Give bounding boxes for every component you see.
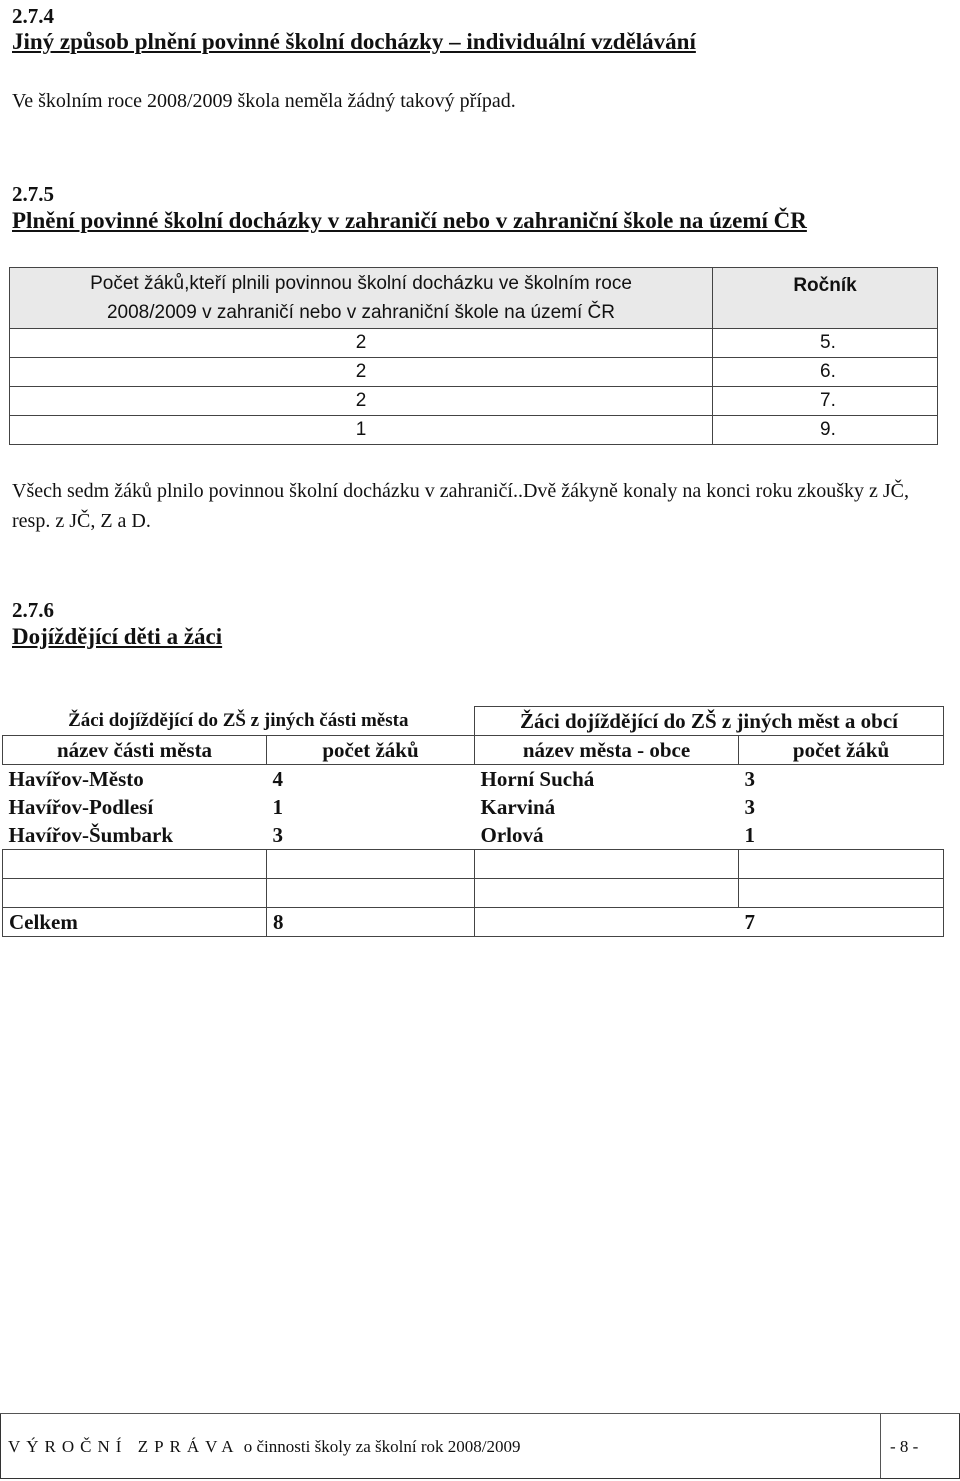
table-row xyxy=(3,821,944,850)
section-number-274: 2.7.4 xyxy=(12,4,54,28)
footer-report-title: VÝROČNÍ ZPRÁVA xyxy=(8,1437,240,1456)
part-count-cell: 3 xyxy=(272,822,283,847)
table-row xyxy=(10,358,938,387)
section-number-276: 2.7.6 xyxy=(12,598,54,622)
header-line-1: Počet žáků,kteří plnili povinnou školní docházku ve školním roce xyxy=(90,273,632,294)
table-row xyxy=(3,765,944,794)
town-count-cell: 3 xyxy=(744,794,756,819)
grade-cell: 9. xyxy=(713,416,938,445)
part-count-cell: 4 xyxy=(272,766,283,791)
page-number: - 8 - xyxy=(890,1437,919,1456)
town-count-cell: 1 xyxy=(744,822,756,847)
column-header-row xyxy=(3,736,944,765)
group-header-parts: Žáci dojíždějící do ZŠ z jiných části města xyxy=(3,707,475,736)
grade-cell: 5. xyxy=(713,329,938,358)
count-cell: 1 xyxy=(10,416,713,445)
commuting-students-table xyxy=(2,706,944,937)
total-parts: 8 xyxy=(267,908,475,937)
table-header-count xyxy=(10,268,713,329)
grade-cell: 6. xyxy=(713,358,938,387)
table-header-grade: Ročník xyxy=(713,268,938,329)
section-title-274: Jiný způsob plnění povinné školní docházky – individuální vzdělávání xyxy=(12,29,696,54)
col-header-town-count: počet žáků xyxy=(739,736,944,765)
table-row xyxy=(10,387,938,416)
part-name-cell: Havířov-Šumbark xyxy=(8,822,174,847)
town-name-cell: Orlová xyxy=(480,822,544,847)
town-name-cell: Karviná xyxy=(480,794,556,819)
total-row xyxy=(3,908,944,937)
section-number-275: 2.7.5 xyxy=(12,182,54,206)
section-note-275: Všech sedm žáků plnilo povinnou školní docházku v zahraničí..Dvě žákyně konaly na konci roku zkoušky z JČ, resp. z JČ, Z a D. xyxy=(12,480,910,532)
town-count-cell: 3 xyxy=(744,766,756,791)
part-name-cell: Havířov-Podlesí xyxy=(8,794,154,819)
table-header-row xyxy=(10,268,938,329)
count-cell: 2 xyxy=(10,387,713,416)
section-text-274: Ve školním roce 2008/2009 škola neměla žádný takový případ. xyxy=(12,90,516,112)
total-label: Celkem xyxy=(3,908,267,937)
part-name-cell: Havířov-Město xyxy=(8,766,144,791)
header-line-2: 2008/2009 v zahraničí nebo v zahraniční škole na území ČR xyxy=(106,302,616,323)
table-row xyxy=(10,329,938,358)
group-header-towns: Žáci dojíždějící do ZŠ z jiných měst a obcí xyxy=(475,707,944,736)
table-row xyxy=(3,793,944,821)
group-header-row xyxy=(3,707,944,736)
empty-row xyxy=(3,850,944,879)
part-count-cell: 1 xyxy=(272,794,283,819)
table-row xyxy=(10,416,938,445)
town-name-cell: Horní Suchá xyxy=(480,766,595,791)
footer-subtitle: o činnosti školy za školní rok 2008/2009 xyxy=(243,1437,521,1456)
grade-cell: 7. xyxy=(713,387,938,416)
col-header-part-name: název části města xyxy=(3,736,267,765)
empty-row xyxy=(3,879,944,908)
col-header-part-count: počet žáků xyxy=(267,736,475,765)
count-cell: 2 xyxy=(10,358,713,387)
section-title-276: Dojíždějící děti a žáci xyxy=(12,624,223,649)
footer-separator xyxy=(880,1414,881,1478)
section-title-275: Plnění povinné školní docházky v zahraničí nebo v zahraniční škole na území ČR xyxy=(12,208,807,233)
count-cell: 2 xyxy=(10,329,713,358)
col-header-town-name: název města - obce xyxy=(475,736,739,765)
total-towns: 7 xyxy=(739,908,944,937)
footer-title xyxy=(8,1437,520,1457)
abroad-attendance-table xyxy=(9,267,938,445)
